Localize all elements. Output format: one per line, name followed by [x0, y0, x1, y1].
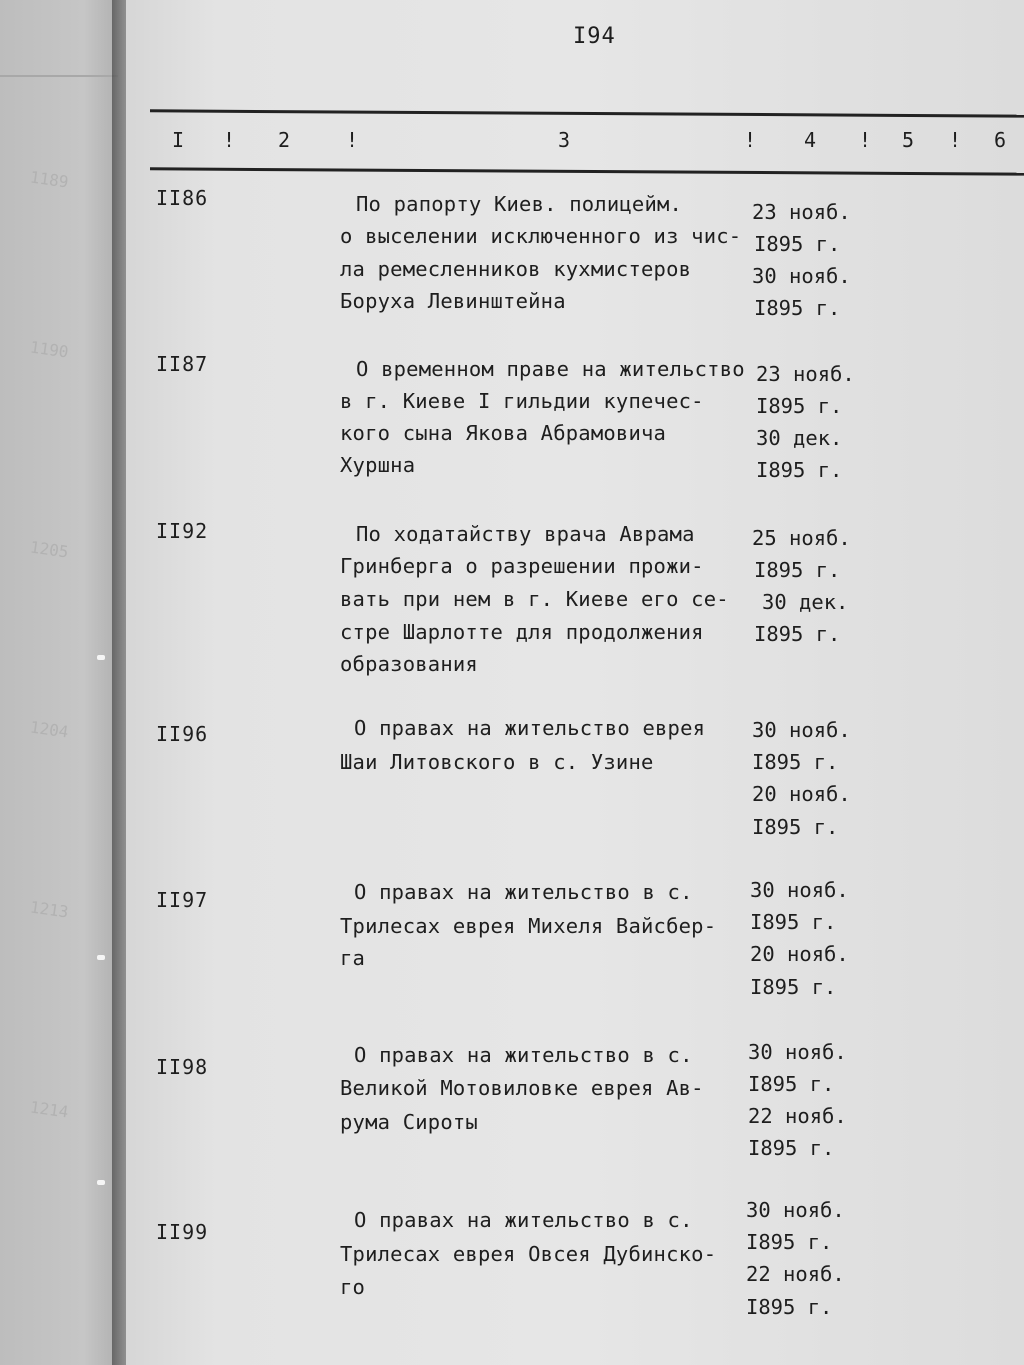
previous-page-rule — [0, 75, 118, 77]
column-header-2: 2 — [278, 128, 291, 152]
entry-number: II97 — [156, 888, 209, 912]
entry-description-line: кого сына Якова Абрамовича — [340, 421, 667, 445]
entry-description-line: По ходатайству врача Аврама — [356, 522, 695, 546]
entry-description-line: го — [340, 1275, 366, 1299]
entry-number: II87 — [156, 352, 209, 376]
entry-date: 23 нояб. — [752, 200, 851, 224]
entry-number: II99 — [156, 1220, 209, 1244]
column-header-4: 4 — [804, 128, 817, 152]
entry-description-line: га — [340, 946, 366, 970]
entry-date: I895 г. — [756, 458, 843, 482]
entry-number: II96 — [156, 722, 209, 746]
entry-description-line: Великой Мотовиловке еврея Ав- — [340, 1076, 704, 1100]
entry-description-line: образования — [340, 652, 478, 676]
column-separator: ! — [949, 128, 962, 152]
entry-description-line: Шаи Литовского в с. Узине — [340, 750, 654, 774]
column-separator: ! — [223, 128, 236, 152]
bleed-through-mark: 1214 — [28, 1097, 70, 1122]
entry-date: 30 нояб. — [748, 1040, 847, 1064]
entry-description-line: О правах на жительство в с. — [354, 880, 693, 904]
binding-stitch — [97, 1180, 105, 1185]
entry-description-line: О правах на жительство в с. — [354, 1043, 693, 1067]
entry-description-line: вать при нем в г. Киеве его се- — [340, 587, 729, 611]
entry-description-line: По рапорту Киев. полицейм. — [356, 192, 683, 216]
column-separator: ! — [744, 128, 757, 152]
entry-description-line: ла ремесленников кухмистеров — [340, 257, 692, 281]
entry-number: II92 — [156, 519, 209, 543]
entry-description-line: стре Шарлотте для продолжения — [340, 620, 704, 644]
entry-number: II86 — [156, 186, 209, 210]
bleed-through-mark: 1205 — [28, 537, 70, 562]
page-number: I94 — [573, 24, 616, 49]
entry-date: 22 нояб. — [746, 1262, 845, 1286]
column-header-5: 5 — [902, 128, 915, 152]
binding-stitch — [97, 655, 105, 660]
entry-date: I895 г. — [752, 815, 839, 839]
entry-description-line: О правах на жительство в с. — [354, 1208, 693, 1232]
entry-date: I895 г. — [748, 1136, 835, 1160]
header-top-rule — [150, 109, 1024, 117]
entry-date: 30 нояб. — [750, 878, 849, 902]
entry-date: 30 дек. — [756, 426, 843, 450]
entry-description-line: О временном праве на жительство — [356, 357, 745, 381]
entry-description-line: О правах на жительство еврея — [354, 716, 706, 740]
entry-date: 20 нояб. — [750, 942, 849, 966]
entry-date: 23 нояб. — [756, 362, 855, 386]
entry-description-line: Боруха Левинштейна — [340, 289, 566, 313]
binding-stitch — [97, 955, 105, 960]
column-header-1: I — [172, 128, 185, 152]
entry-description-line: о выселении исключенного из чис- — [340, 224, 742, 248]
header-bottom-rule — [150, 167, 1024, 175]
bleed-through-mark: 1190 — [28, 337, 70, 362]
entry-date: I895 г. — [752, 750, 839, 774]
entry-date: 30 нояб. — [752, 718, 851, 742]
entry-description-line: Трилесах еврея Михеля Вайсбер- — [340, 914, 717, 938]
entry-date: I895 г. — [750, 910, 837, 934]
entry-date: I895 г. — [748, 1072, 835, 1096]
entry-date: I895 г. — [754, 232, 841, 256]
entry-date: I895 г. — [754, 558, 841, 582]
bleed-through-mark: 1204 — [28, 717, 70, 742]
entry-date: I895 г. — [750, 975, 837, 999]
entry-description-line: Гринберга о разрешении прожи- — [340, 554, 704, 578]
entry-description-line: Хуршна — [340, 453, 416, 477]
column-separator: ! — [346, 128, 359, 152]
document-page — [126, 0, 1024, 1365]
column-header-3: 3 — [558, 128, 571, 152]
entry-date: I895 г. — [754, 622, 841, 646]
entry-date: 20 нояб. — [752, 782, 851, 806]
entry-date: 30 дек. — [762, 590, 849, 614]
entry-date: I895 г. — [746, 1230, 833, 1254]
entry-date: 22 нояб. — [748, 1104, 847, 1128]
entry-number: II98 — [156, 1055, 209, 1079]
entry-description-line: Трилесах еврея Овсея Дубинско- — [340, 1242, 717, 1266]
entry-description-line: в г. Киеве I гильдии купечес- — [340, 389, 704, 413]
column-separator: ! — [859, 128, 872, 152]
entry-date: 30 нояб. — [752, 264, 851, 288]
entry-date: I895 г. — [746, 1295, 833, 1319]
bleed-through-mark: 1213 — [28, 897, 70, 922]
entry-description-line: рума Сироты — [340, 1110, 478, 1134]
entry-date: I895 г. — [756, 394, 843, 418]
column-header-6: 6 — [994, 128, 1007, 152]
bleed-through-mark: 1189 — [28, 167, 70, 192]
entry-date: 30 нояб. — [746, 1198, 845, 1222]
entry-date: 25 нояб. — [752, 526, 851, 550]
entry-date: I895 г. — [754, 296, 841, 320]
